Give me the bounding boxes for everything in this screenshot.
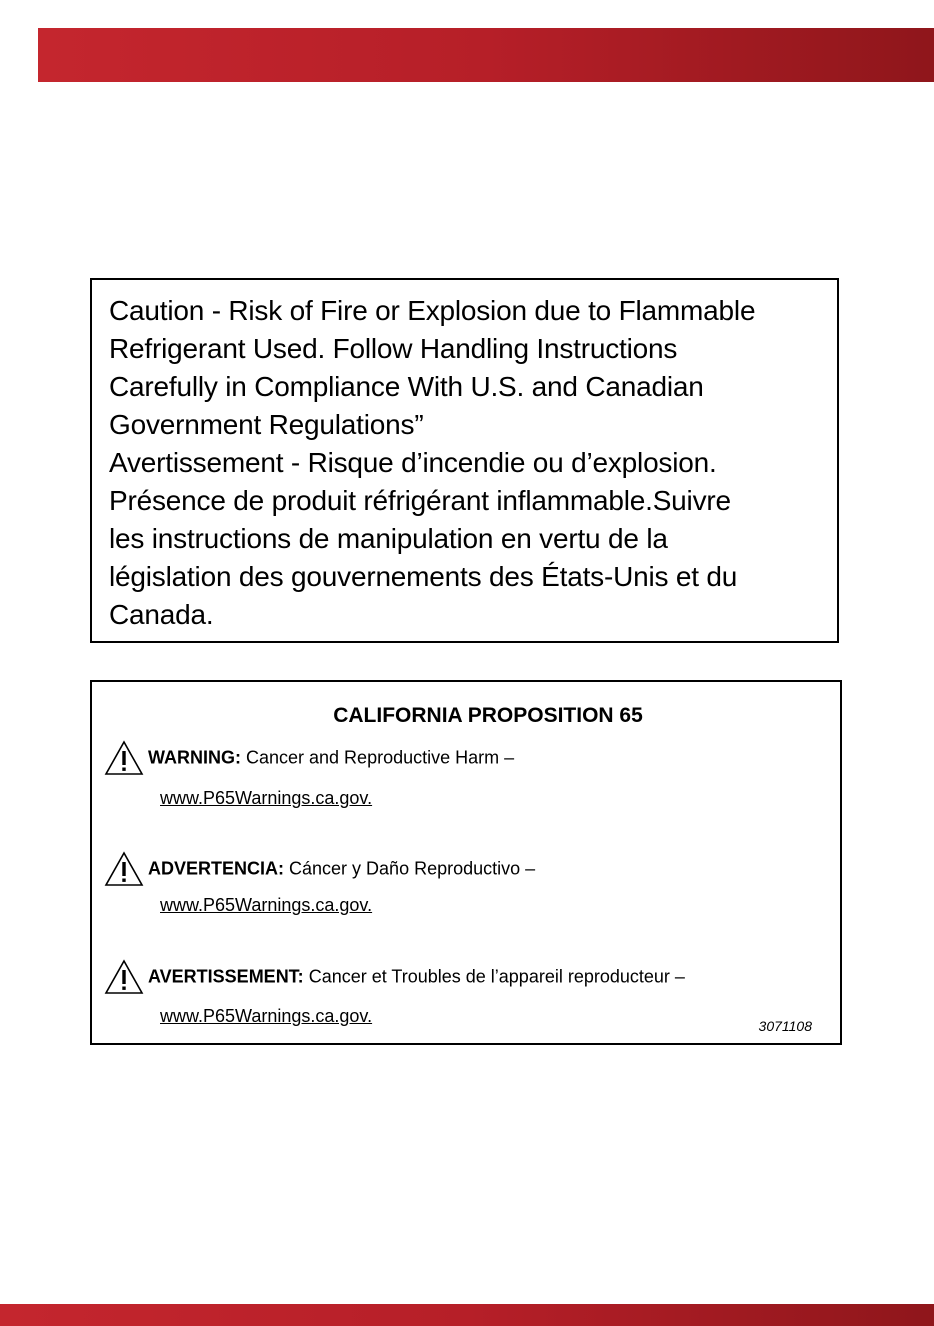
caution-line: Government Regulations” xyxy=(109,409,424,440)
warning-label: WARNING: xyxy=(148,747,241,768)
document-code: 3071108 xyxy=(758,1018,812,1034)
warning-text: Cancer and Reproductive Harm – xyxy=(241,747,515,768)
caution-line: Refrigerant Used. Follow Handling Instructions xyxy=(109,333,678,364)
header-bar xyxy=(38,28,934,82)
p65-warnings-link[interactable]: www.P65Warnings.ca.gov. xyxy=(160,1006,373,1026)
prop65-warning-french xyxy=(104,959,685,995)
caution-line: législation des gouvernements des États-Unis et du xyxy=(109,561,738,592)
warning-triangle-icon xyxy=(104,851,144,887)
warning-triangle-icon xyxy=(104,959,144,995)
warning-triangle-icon xyxy=(104,740,144,776)
caution-line: les instructions de manipulation en vertu de la xyxy=(109,523,668,554)
p65-warnings-link[interactable]: www.P65Warnings.ca.gov. xyxy=(160,895,373,915)
p65-warnings-link[interactable]: www.P65Warnings.ca.gov. xyxy=(160,788,373,808)
warning-text: Cáncer y Daño Reproductivo – xyxy=(284,858,536,879)
warning-label: AVERTISSEMENT: xyxy=(148,966,304,987)
caution-line: Carefully in Compliance With U.S. and Canadian xyxy=(109,371,704,402)
warning-text: Cancer et Troubles de l’appareil reproducteur – xyxy=(303,966,685,987)
warning-label: ADVERTENCIA: xyxy=(148,858,285,879)
prop65-notice-box xyxy=(90,680,842,1045)
caution-notice-box xyxy=(90,278,839,643)
prop65-title: CALIFORNIA PROPOSITION 65 xyxy=(333,704,643,727)
prop65-warning-spanish xyxy=(104,851,535,887)
caution-line: Présence de produit réfrigérant inflammable.Suivre xyxy=(109,485,731,516)
footer-bar xyxy=(0,1304,934,1326)
caution-line: Avertissement - Risque d’incendie ou d’explosion. xyxy=(109,447,717,478)
prop65-warning-english xyxy=(104,740,514,776)
caution-line: Canada. xyxy=(109,599,214,630)
caution-line: Caution - Risk of Fire or Explosion due to Flammable xyxy=(109,295,756,326)
